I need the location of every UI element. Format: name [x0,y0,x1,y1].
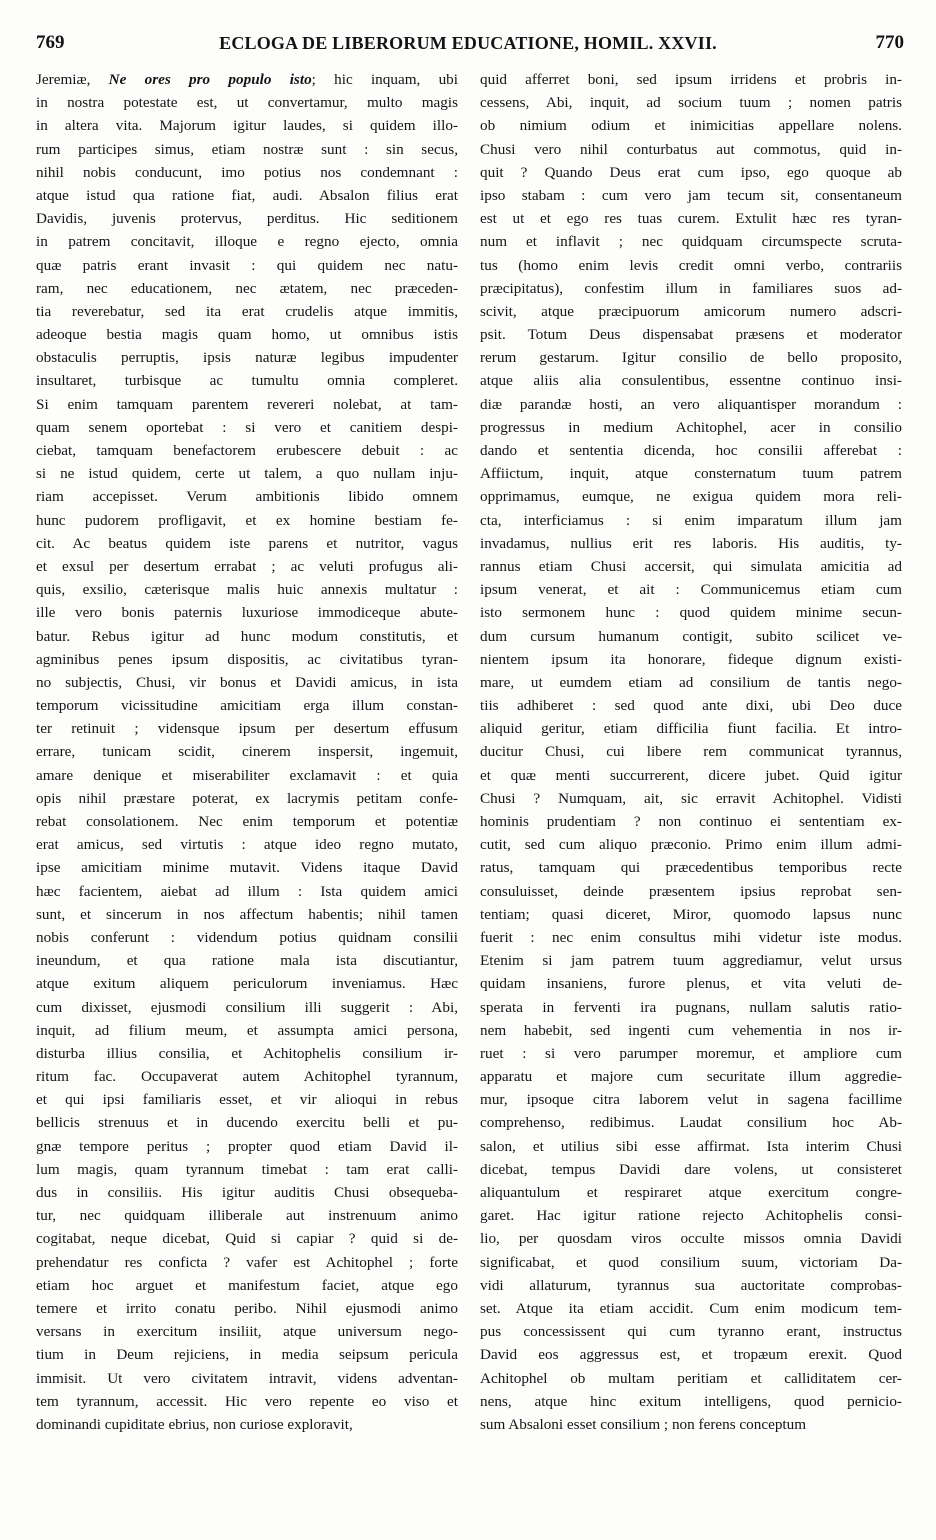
text-line: et qui ipsi familiaris esset, et vir alioqui in rebus [36,1091,458,1109]
text-line: quæ patris erant invasit : qui quidem nec natu- [36,256,458,274]
text-line: nens, atque hinc exitum intelligens, quod pernicio- [480,1392,902,1410]
text-line: hæc facientem, aiebat ad illum : Ista quidem amici [36,882,458,900]
text-line: ipso stabam : cum vero jam tecum sit, consentaneum [480,186,902,204]
text-line: ram, nec educationem, nec ætatem, nec præceden- [36,279,458,297]
quoted-phrase: Ne ores pro populo isto [108,71,312,88]
text-line: mur, ipsoque citra laborem velut in sagena facillime [480,1091,902,1109]
text-line: progressus in medium Achitophel, acer in consilio [480,418,902,436]
text-line: tentiam; quasi diceret, Miror, quomodo lapsus nunc [480,905,902,923]
text-line: Achitophel ob multam peritiam et calliditatem cer- [480,1369,902,1387]
text-line: ter retinuit ; vidensque ipsum per desertum effusum [36,720,458,738]
text-line: ruet : si vero parumper moremur, et ampliore cum [480,1044,902,1062]
text-line: etiam hoc arguet et manifestum faciet, atque ego [36,1276,458,1294]
text-line: isto sermonem hunc : quod quidem minime secun- [480,604,902,622]
text-line: in patrem concitavit, illoque e regno ejecto, omnia [36,233,458,251]
text-line: quidam insaniens, furore plenus, et vita veluti de- [480,975,902,993]
text-line: erat amicus, sed virtutis : atque ideo regno mutato, [36,836,458,854]
text-line: tiis adhiberet : sed quod ante dixi, ubi Deo duce [480,697,902,715]
page-number-right: 770 [875,32,904,53]
text-line: Chusi vero nihil conturbatus aut commotus, quid in- [480,140,902,158]
text-line: disturba illius consilia, et Achitophelis consilium ir- [36,1044,458,1062]
text-line: insultaret, turbisque ac tumultu omnia compleret. [36,372,458,390]
text-line: atque istud qua ratione fiat, audi. Absalon filius erat [36,186,458,204]
text-line: cit. Ac beatus quidem iste parens et nutritor, vagus [36,534,458,552]
text-line: ille vero bonis paternis luxuriose immodiceque abute- [36,604,458,622]
text-line: lio, per quosdam viros occulte missos omnia Davidi [480,1230,902,1248]
text-line: ritum fac. Occupaverat autem Achitophel tyrannum, [36,1068,458,1086]
text-line: ratus, tamquam qui præcedentibus temporibus recte [480,859,902,877]
text-line: atque exitum aliquem periculorum inveniamus. Hæc [36,975,458,993]
running-title: ECLOGA DE LIBERORUM EDUCATIONE, HOMIL. XXVII. [219,33,717,53]
text-line: nientem ipsum ita honorare, fideque dignum existi- [480,650,902,668]
text-line: cutit, sed cum aliquo præconio. Primo enim illum admi- [480,836,902,854]
text-line: obstaculis perruptis, ipsis naturæ legibus impudenter [36,349,458,367]
text-line: adeoque bestia magis quam homo, ut omnibus istis [36,326,458,344]
text-line: dominandi cupiditate ebrius, non curiose exploravit, [36,1415,353,1433]
text-line: nihil nobis conducunt, imo potius nos condemnant : [36,163,458,181]
text-line: præcipitatus), confestim illum in familiares suos ad- [480,279,902,297]
text-line: sperata in ferventi ira pugnans, nullam salutis ratio- [480,998,902,1016]
text-line: significabat, et quod consilium suum, victoriam Da- [480,1253,902,1271]
text-line: est ut et ego res tuas curem. Extulit hæc res tyran- [480,210,902,228]
text-line: tur, nec quidquam illiberale aut instrenuum animo [36,1207,458,1225]
text-line: in altera vita. Majorum igitur laudes, si quidem illo- [36,117,458,135]
text-line: quit ? Quando Deus erat cum ipso, ego quoque ab [480,163,902,181]
left-text-column [36,68,458,1436]
text-line: hominis prudentiam ? non continuo ei sententiam ex- [480,813,902,830]
text-line: nobis conferunt : videndum potius quidnam consilii [36,928,458,946]
text-line: diæ parandæ hosti, an vero aliquantisper morandum : [480,395,902,413]
text-line: psit. Totum Deus dispensabat præsens et moderator [480,326,902,344]
text-line: nem habebit, sed ingenti cum vehementia in nos ir- [480,1021,902,1039]
text-line: Chusi ? Numquam, ait, sic erravit Achitophel. Vidisti [480,789,902,807]
text-line: fuerit : nec enim consultus mihi videtur iste modus. [480,928,902,946]
text-line: ipse amicitiam minime mutavit. Videns itaque David [36,859,458,877]
text-line: opis nihil præstare poterat, ex lacrymis petitam confe- [36,789,458,807]
text-line: bellicis strenuus et in ducendo exercitu belli et pu- [36,1114,458,1132]
text-line: ciebat, tamquam benefactorem erubescere debuit : ac [36,442,458,459]
text-line: hunc pudorem profligavit, et ex homine bestiam fe- [36,511,458,529]
text-line: vidi allaturum, tyrannus sua auctoritate comprobas- [480,1276,902,1294]
text-line: amare denique et miserabiliter exclamavit : et quia [36,766,458,784]
text-line: cum dixisset, ejusmodi consilium illi suggerit : Abi, [36,998,458,1016]
text-line: riam accepisset. Verum ambitionis libido omnem [36,488,458,506]
text-line: Affiictum, inquit, atque consternatum tuum patrem [480,465,902,483]
text-line: quis, exsilio, cæterisque malis huic annexis multatur : [36,581,458,599]
text-line: dicebat, tempus Davidi dare volens, ut consisteret [480,1160,902,1178]
text-line: pus concessissent qui cum tyranno erant, instructus [480,1323,902,1341]
text-line: sum Absaloni esset consilium ; non ferens conceptum [480,1415,807,1433]
text-line: immisit. Ut vero civitatem intravit, videns adventan- [36,1369,458,1387]
text-line: tia reverebatur, sed ita erat crudelis atque immitis, [36,302,458,320]
text-line: dus in consiliis. His igitur auditis Chusi obsequeba- [36,1184,458,1201]
page-header [30,32,906,60]
text-line: aliquantulum et respiraret atque exercitum congre- [480,1184,902,1201]
text-line: temporum vicissitudine amicitiam erga illum constan- [36,697,458,715]
text-line: opprimamus, eumque, ne exigua quidem mora reli- [480,488,902,506]
text-line: ipsum venerat, et ait : Communicemus etiam cum [480,581,902,599]
text-line: Etenim si jam patrem tuum aggrediamur, velut ursus [480,952,902,970]
text-line: prehendatur res conficta ? vafer est Achitophel ; forte [36,1253,458,1271]
text-line: no subjectis, Chusi, vir bonus et Davidi amicus, in ista [36,673,458,691]
text-line: quid afferret boni, sed ipsum irridens et probris in- [480,71,902,88]
text-line: temere et irrito conatu peribo. Nihil ejusmodi animo [36,1299,458,1317]
text-line: batur. Rebus igitur ad hunc modum constitutis, et [36,627,458,645]
page-number-left: 769 [36,32,65,53]
text-line: tem tyrannum, accessit. Hic vero repente eo viso et [36,1392,458,1410]
text-line: tus (homo enim levis credit omni verbo, contrariis [480,256,902,274]
text-line: in nostra potestate est, ut convertamur, multo magis [36,94,458,112]
text-line: sunt, et sincerum in nos affectum habentis; nihil tamen [36,905,458,923]
text-line: errare, tunicam scidit, cinerem inspersit, ingemuit, [36,743,458,761]
text-line: scivit, atque præcipuorum amicorum numero adscri- [480,302,902,320]
text-line: et quæ menti succurrerent, dicere jubet. Quid igitur [480,766,902,784]
text-line: quam senem oportebat : si vero et canitiem despi- [36,418,458,436]
text-line: consuluisset, deinde præsentem ipsius reprobat sen- [480,882,902,900]
text-line: invadamus, nullius erit res laboris. His auditis, ty- [480,534,902,552]
text-line: tium in Deum rejiciens, in media seipsum pericula [36,1346,458,1364]
text-line: lum magis, quam tyrannum timebat : tam erat calli- [36,1160,458,1178]
text-line: Davidis, juvenis protervus, perditus. Hic seditionem [36,210,458,228]
text-line: dando et sententia dicenda, hoc consilii afferebat : [480,442,902,459]
text-line: atque aliis alia consulentibus, essentne continuo insi- [480,372,902,390]
text-line: num et inflavit ; nec quidquam circumspecte scruta- [480,233,902,251]
text-line: versans in exercitum insiliit, atque universum nego- [36,1323,458,1341]
text-line: et exsul per desertum errabat ; ac veluti profugus ali- [36,557,458,575]
text-line: ob nimium odium et inimicitias appellare nolens. [480,117,902,135]
text-line: agminibus penes ipsum dispositis, ac civitatibus tyran- [36,650,458,668]
text-line: garet. Hac igitur ratione rejecto Achitophelis consi- [480,1207,902,1225]
text-line: David eos aggressus est, et tropæum erexit. Quod [480,1346,902,1364]
text-line: apparatu et majore cum securitate illum aggredie- [480,1068,902,1086]
text-line: rum participes simus, etiam nostræ sunt : sin secus, [36,140,458,158]
text-line: Jeremiæ, Ne ores pro populo isto; hic inquam, ubi [36,71,458,88]
text-line: salon, et utilius sibi esse affirmat. Ista interim Chusi [480,1137,902,1155]
text-line: gnæ tempore peritus ; propter quod etiam David il- [36,1137,458,1155]
text-line: Si enim tamquam parentem revereri nolebat, at tam- [36,395,458,413]
text-line: mare, ut eumdem etiam ad consilium de tantis nego- [480,673,902,691]
text-line: cessens, Abi, inquit, ad socium tuum ; nomen patris [480,94,902,112]
text-line: cogitabat, neque dicebat, Quid si capiar ? quid si de- [36,1230,458,1248]
text-line: si ne istud quidem, certe ut talem, a quo nullam inju- [36,465,458,483]
text-line: set. Atque ita etiam accidit. Cum enim modicum tem- [480,1299,902,1317]
text-line: cta, interficiamus : si enim imparatum illum jam [480,511,902,529]
text-line: ducitur Chusi, cui libere rem communicat tyrannus, [480,743,902,761]
text-line: inquit, ad filium meum, et assumpta amici persona, [36,1021,458,1039]
text-line: rerum gestarum. Igitur consilio de bello proposito, [480,349,902,367]
right-text-column [480,68,902,1436]
text-line: rannus etiam Chusi accersit, qui simulata amicitia ad [480,557,902,575]
text-line: rebat consolationem. Nec enim temporum et potentiæ [36,813,458,830]
text-line: aliquid geritur, etiam difficilia fiunt facilia. Et intro- [480,720,902,738]
text-line: dum cursum humanum contigit, subito scilicet ve- [480,627,902,645]
text-line: ineundum, et qua ratione mala ista discutiantur, [36,952,458,970]
text-line: comprehenso, redibimus. Laudat consilium hoc Ab- [480,1114,902,1132]
